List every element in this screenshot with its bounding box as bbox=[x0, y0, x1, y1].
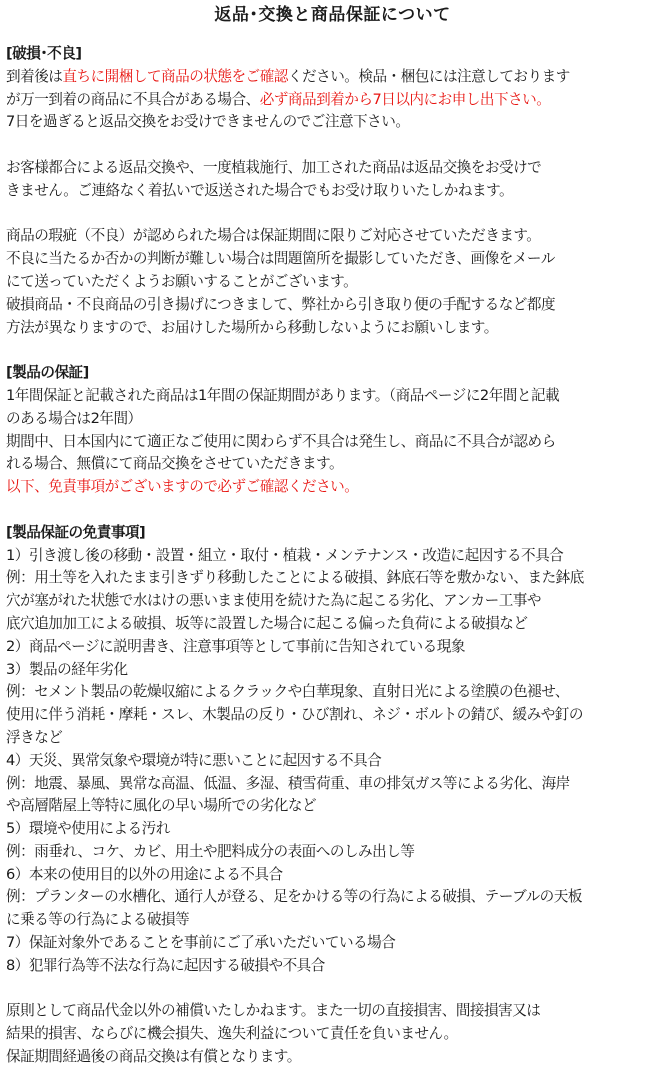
text-line bbox=[6, 476, 662, 499]
blank-line bbox=[6, 134, 662, 157]
body-text: 到着後は bbox=[6, 67, 63, 85]
section-heading bbox=[6, 522, 662, 545]
text-line bbox=[6, 157, 662, 180]
text-line bbox=[6, 385, 662, 408]
text-line bbox=[6, 636, 662, 659]
text-line bbox=[6, 453, 662, 476]
text-line bbox=[6, 294, 662, 317]
body-text: 方法が異なりますので、お届けした場所から移動しないようにお願いします。 bbox=[6, 318, 498, 336]
body-text: ください。検品・梱包には注意しております bbox=[287, 67, 570, 85]
body-text: 例：地震、暴風、異常な高温、低温、多湿、積雪荷重、車の排気ガス等による劣化、海岸 bbox=[6, 774, 570, 792]
body-text: きません。ご連絡なく着払いで返送された場合でもお受け取りいたしかねます。 bbox=[6, 181, 514, 199]
text-line bbox=[6, 886, 662, 909]
text-line bbox=[6, 1000, 662, 1023]
body-text: 期間中、日本国内にて適正なご使用に関わらず不具合は発生し、商品に不具合が認めら bbox=[6, 432, 556, 450]
body-text: が万一到着の商品に不具合がある場合、 bbox=[6, 90, 260, 108]
body-text: 5）環境や使用による汚れ bbox=[6, 820, 170, 838]
section-heading bbox=[6, 43, 662, 66]
text-line bbox=[6, 89, 662, 112]
body-text: 1年間保証と記載された商品は1年間の保証期間があります。（商品ページに2年間と記載 bbox=[6, 386, 560, 404]
body-text: 7日を過ぎると返品交換をお受けできませんのでご注意下さい。 bbox=[6, 113, 410, 131]
body-text: 8）犯罪行為等不法な行為に起因する破損や不具合 bbox=[6, 956, 325, 974]
body-text: [破損･不良] bbox=[6, 45, 82, 62]
body-text: 穴が塞がれた状態で水はけの悪いまま使用を続けた為に起こる劣化、アンカー工事や bbox=[6, 592, 541, 610]
text-line bbox=[6, 841, 662, 864]
text-line bbox=[6, 1023, 662, 1046]
text-line bbox=[6, 704, 662, 727]
text-line bbox=[6, 750, 662, 773]
text-line bbox=[6, 66, 662, 89]
text-line bbox=[6, 727, 662, 750]
body-text: 商品の瑕疵（不良）が認められた場合は保証期間に限りご対応させていただきます。 bbox=[6, 227, 541, 245]
body-text: 1）引き渡し後の移動・設置・組立・取付・植栽・メンテナンス・改造に起因する不具合 bbox=[6, 546, 564, 564]
text-line bbox=[6, 111, 662, 134]
body-text: [製品保証の免責事項] bbox=[6, 523, 146, 541]
body-text: 2）商品ページに説明書き、注意事項等として事前に告知されている現象 bbox=[6, 637, 465, 655]
body-text: や高層階屋上等特に風化の早い場所での劣化など bbox=[6, 797, 317, 815]
section-heading bbox=[6, 362, 662, 385]
body-text: 浮きなど bbox=[6, 728, 63, 746]
emphasis-text: 以下、免責事項がございますので必ずご確認ください。 bbox=[6, 478, 359, 496]
text-line bbox=[6, 248, 662, 271]
blank-line bbox=[6, 203, 662, 226]
text-line bbox=[6, 431, 662, 454]
body-text: 6）本来の使用目的以外の用途による不具合 bbox=[6, 865, 283, 883]
text-line bbox=[6, 773, 662, 796]
text-line bbox=[6, 271, 662, 294]
policy-body bbox=[6, 43, 662, 1069]
text-line bbox=[6, 818, 662, 841]
text-line bbox=[6, 545, 662, 568]
body-text: 3）製品の経年劣化 bbox=[6, 660, 128, 678]
text-line bbox=[6, 659, 662, 682]
body-text: のある場合は2年間） bbox=[6, 409, 142, 427]
body-text: 7）保証対象外であることを事前にご了承いただいている場合 bbox=[6, 934, 396, 952]
body-text: [製品の保証] bbox=[6, 364, 89, 382]
body-text: 底穴追加加工による破損、坂等に設置した場合に起こる偏った負荷による破損など bbox=[6, 614, 528, 632]
text-line bbox=[6, 1046, 662, 1069]
page-title: 返品･交換と商品保証について bbox=[214, 5, 451, 25]
text-line bbox=[6, 180, 662, 203]
text-line bbox=[6, 408, 662, 431]
text-line bbox=[6, 681, 662, 704]
text-line bbox=[6, 613, 662, 636]
text-line bbox=[6, 955, 662, 978]
body-text: 不良に当たるか否かの判断が難しい場合は問題箇所を撮影していただき、画像をメール bbox=[6, 250, 555, 268]
body-text: 破損商品・不良商品の引き揚げにつきまして、弊社から引き取り便の手配するなど都度 bbox=[6, 295, 556, 313]
blank-line bbox=[6, 339, 662, 362]
body-text: 原則として商品代金以外の補償いたしかねます。また一切の直接損害、間接損害又は bbox=[6, 1002, 541, 1020]
text-line bbox=[6, 225, 662, 248]
body-text: 例：用土等を入れたまま引きずり移動したことによる破損、鉢底石等を敷かない、また鉢底 bbox=[6, 569, 584, 587]
body-text: 例：セメント製品の乾燥収縮によるクラックや白華現象、直射日光による塗膜の色褪せ、 bbox=[6, 683, 570, 701]
text-line bbox=[6, 795, 662, 818]
body-text: 使用に伴う消耗・摩耗・スレ、木製品の反り・ひび割れ、ネジ・ボルトの錆び、緩みや釘の bbox=[6, 706, 583, 724]
emphasis-text: 必ず商品到着から7日以内にお申し出下さい。 bbox=[259, 90, 551, 108]
body-text: に乗る等の行為による破損等 bbox=[6, 911, 190, 929]
body-text: 例：雨垂れ、コケ、カビ、用土や肥料成分の表面へのしみ出し等 bbox=[6, 842, 415, 860]
body-text: にて送っていただくようお願いすることがございます。 bbox=[6, 272, 358, 290]
body-text: お客様都合による返品交換や、一度植栽施行、加工された商品は返品交換をお受けで bbox=[6, 158, 542, 176]
body-text: 4）天災、異常気象や環境が特に悪いことに起因する不具合 bbox=[6, 751, 382, 769]
body-text: れる場合、無償にて商品交換をさせていただきます。 bbox=[6, 455, 344, 473]
text-line bbox=[6, 909, 662, 932]
body-text: 保証期間経過後の商品交換は有償となります。 bbox=[6, 1048, 301, 1066]
text-line bbox=[6, 932, 662, 955]
emphasis-text: 直ちに開梱して商品の状態をご確認 bbox=[62, 67, 288, 85]
blank-line bbox=[6, 499, 662, 522]
text-line bbox=[6, 590, 662, 613]
text-line bbox=[6, 317, 662, 340]
body-text: 結果的損害、ならびに機会損失、逸失利益について責任を負いません。 bbox=[6, 1025, 458, 1043]
text-line bbox=[6, 864, 662, 887]
text-line bbox=[6, 567, 662, 590]
blank-line bbox=[6, 978, 662, 1001]
body-text: 例：プランターの水槽化、通行人が登る、足をかける等の行為による破損、テーブルの天板 bbox=[6, 888, 582, 906]
